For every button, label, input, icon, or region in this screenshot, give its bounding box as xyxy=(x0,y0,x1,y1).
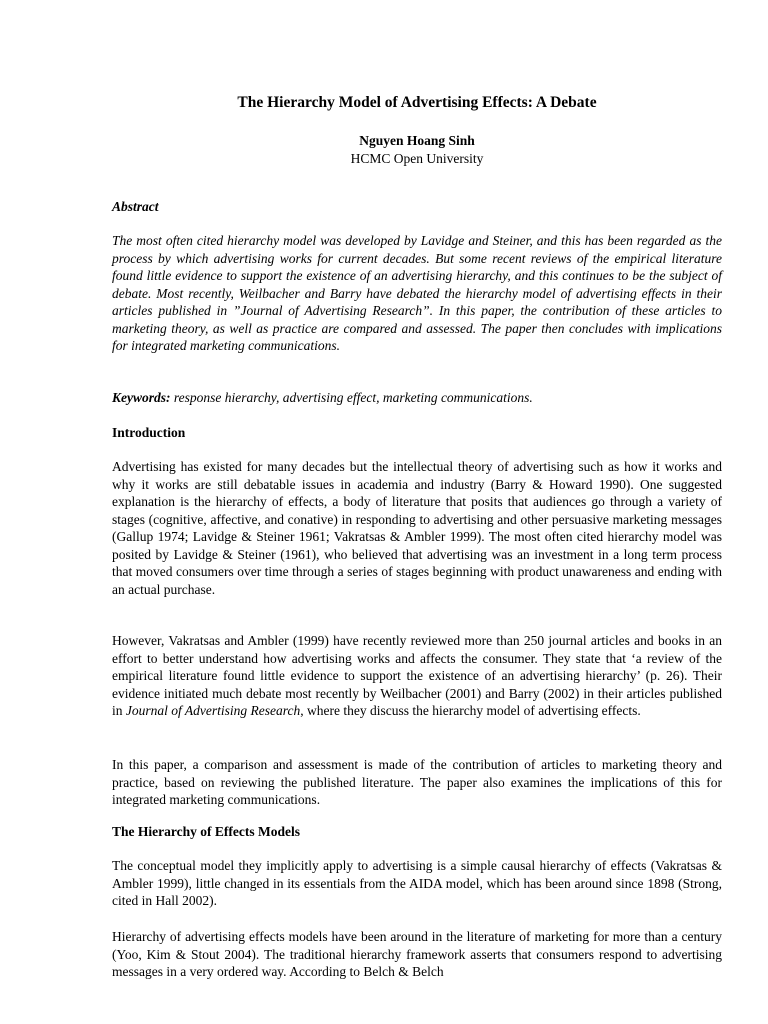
author-affiliation: HCMC Open University xyxy=(350,151,484,166)
introduction-paragraph-2 xyxy=(112,632,722,720)
introduction-heading: Introduction xyxy=(112,425,186,440)
abstract-heading: Abstract xyxy=(112,199,159,214)
introduction-paragraph-2-part-b: , where they discuss the hierarchy model of advertising effects. xyxy=(300,703,641,718)
introduction-paragraph-1: Advertising has existed for many decades but the intellectual theory of advertising such as how it works and why it works are still debatable issues in academia and industry (Barry & Howard 1990). One suggested explanation is the hierarchy of effects, a body of literature that posits that audiences go through a variety of stages (cognitive, affective, and conative) in responding to advertising and other persuasive marketing messages (Gallup 1974; Lavidge & Steiner 1961; Vakratsas & Ambler 1999). The most often cited hierarchy model was posited by Lavidge & Steiner (1961), who believed that advertising was an investment in a long term process that moved consumers over time through a series of stages beginning with product unawareness and ending with an actual purchase. xyxy=(112,459,722,597)
introduction-paragraph-2-part-a: However, Vakratsas and Ambler (1999) have recently reviewed more than 250 journal articles and books in an effort to better understand how advertising works and affects the consumer. They state that ‘a review of the empirical literature found little evidence to support the existence of an advertising hierarchy’ (p. 26). Their evidence initiated much debate most recently by Weilbacher (2001) and Barry (2002) in their articles published in xyxy=(112,633,722,718)
keywords-text: response hierarchy, advertising effect, marketing communications. xyxy=(170,390,533,405)
hierarchy-section-heading: The Hierarchy of Effects Models xyxy=(112,824,300,839)
keywords-line xyxy=(112,389,722,407)
introduction-paragraph-3: In this paper, a comparison and assessment is made of the contribution of articles to marketing theory and practice, based on reviewing the published literature. The paper also examines the implications of this for integrated marketing communications. xyxy=(112,757,722,807)
journal-name: Journal of Advertising Research xyxy=(125,703,301,718)
paper-title: The Hierarchy Model of Advertising Effects: A Debate xyxy=(237,94,597,111)
hierarchy-paragraph-1: The conceptual model they implicitly apply to advertising is a simple causal hierarchy of effects (Vakratsas & Ambler 1999), little changed in its essentials from the AIDA model, which has been around since 1898 (Strong, cited in Hall 2002). xyxy=(112,858,722,908)
hierarchy-paragraph-2: Hierarchy of advertising effects models have been around in the literature of marketing for more than a century (Yoo, Kim & Stout 2004). The traditional hierarchy framework asserts that consumers respond to advertising messages in a very ordered way. According to Belch & Belch xyxy=(112,929,722,979)
keywords-label: Keywords: xyxy=(112,390,171,405)
abstract-text: The most often cited hierarchy model was developed by Lavidge and Steiner, and this has been regarded as the process by which advertising works for current decades. But some recent reviews of the empirical literature found little evidence to support the existence of an advertising hierarchy, and this continues to be the subject of debate. Most recently, Weilbacher and Barry have debated the hierarchy model of advertising effects in their articles published in ”Journal of Advertising Research”. In this paper, the contribution of these articles to marketing theory, as well as practice are compared and assessed. The paper then concludes with implications for integrated marketing communications. xyxy=(112,233,722,353)
author-name: Nguyen Hoang Sinh xyxy=(359,133,475,148)
